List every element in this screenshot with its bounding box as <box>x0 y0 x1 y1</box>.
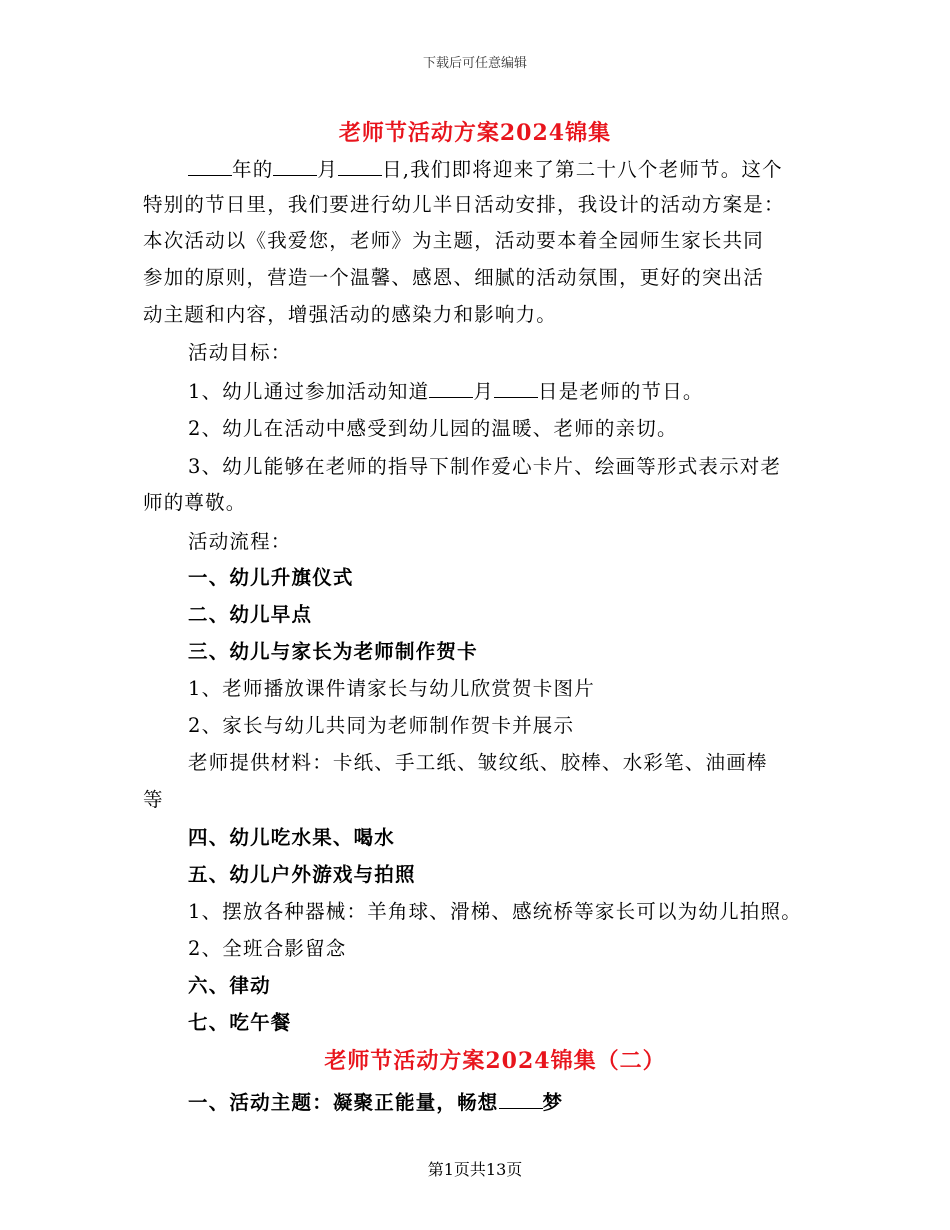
goal-text: 月 <box>473 380 495 403</box>
process-step-3-item-2: 2、家长与幼儿共同为老师制作贺卡并展示 <box>188 714 575 737</box>
date-blank-day <box>338 157 382 176</box>
intro-line-3: 本次活动以《我爱您，老师》为主题，活动要本着全园师生家长共同 <box>143 229 765 252</box>
process-step-2: 二、幼儿早点 <box>188 603 313 626</box>
part2-theme <box>188 1090 563 1115</box>
intro-line-5: 动主题和内容，增强活动的感染力和影响力。 <box>143 303 558 326</box>
intro-line-4: 参加的原则，营造一个温馨、感恩、细腻的活动氛围，更好的突出活 <box>143 266 765 289</box>
goal-blank-month <box>429 379 473 398</box>
goal-3-line-2: 师的尊敬。 <box>143 491 247 514</box>
theme-blank <box>499 1090 543 1109</box>
process-step-3-item-1: 1、老师播放课件请家长与幼儿欣赏贺卡图片 <box>188 677 595 700</box>
goal-3-line-1: 3、幼儿能够在老师的指导下制作爱心卡片、绘画等形式表示对老 <box>188 455 782 478</box>
process-step-7: 七、吃午餐 <box>188 1011 292 1034</box>
date-blank-month <box>273 157 317 176</box>
page-footer: 第1页共13页 <box>427 1160 523 1179</box>
goal-text: 1、幼儿通过参加活动知道 <box>188 380 430 403</box>
section-title-2: 老师节活动方案2024锦集（二） <box>324 1048 666 1074</box>
process-step-5: 五、幼儿户外游戏与拍照 <box>188 863 416 886</box>
theme-text: 一、活动主题：凝聚正能量，畅想 <box>188 1091 499 1114</box>
intro-line-1 <box>188 157 783 182</box>
process-step-4: 四、幼儿吃水果、喝水 <box>188 826 396 849</box>
process-step-5-item-2: 2、全班合影留念 <box>188 937 347 960</box>
materials-line-2: 等 <box>143 788 164 811</box>
goals-heading: 活动目标： <box>188 341 292 364</box>
goal-text: 日是老师的节日。 <box>538 380 704 403</box>
intro-text: 月 <box>317 158 339 181</box>
goal-1 <box>188 379 704 404</box>
materials-line-1: 老师提供材料：卡纸、手工纸、皱纹纸、胶棒、水彩笔、油画棒 <box>188 751 768 774</box>
goal-blank-day <box>494 379 538 398</box>
intro-text: 年的 <box>232 158 274 181</box>
process-heading: 活动流程： <box>188 530 292 553</box>
process-step-6: 六、律动 <box>188 974 271 997</box>
goal-2: 2、幼儿在活动中感受到幼儿园的温暖、老师的亲切。 <box>188 417 678 440</box>
header-note: 下载后可任意编辑 <box>422 56 527 71</box>
intro-line-2: 特别的节日里，我们要进行幼儿半日活动安排，我设计的活动方案是： <box>143 193 785 216</box>
document-title: 老师节活动方案2024锦集 <box>338 120 612 146</box>
process-step-1: 一、幼儿升旗仪式 <box>188 566 354 589</box>
process-step-3: 三、幼儿与家长为老师制作贺卡 <box>188 640 478 663</box>
theme-text: 梦 <box>542 1091 564 1114</box>
process-step-5-item-1: 1、摆放各种器械：羊角球、滑梯、感统桥等家长可以为幼儿拍照。 <box>188 900 802 923</box>
date-blank-year <box>188 157 232 176</box>
intro-text: 日,我们即将迎来了第二十八个老师节。这个 <box>382 158 783 181</box>
